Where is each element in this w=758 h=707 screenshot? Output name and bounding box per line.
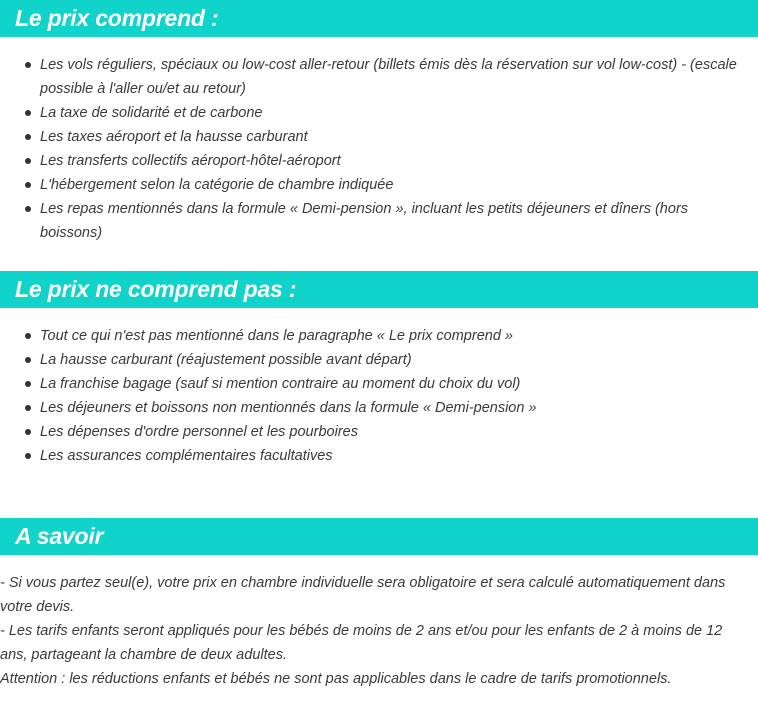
included-section-title: Le prix comprend : (0, 0, 758, 37)
included-item-hebergement (0, 173, 758, 197)
info-block (0, 571, 758, 691)
included-item-transferts (0, 149, 758, 173)
included-item-vols (0, 53, 758, 101)
info-line-attention: Attention : les réductions enfants et bébés ne sont pas applicables dans le cadre de tarifs promotionnels. (0, 671, 672, 687)
excluded-item-label: La franchise bagage (sauf si mention contraire au moment du choix du vol) (40, 376, 521, 392)
excluded-item-label: Les assurances complémentaires facultatives (40, 448, 333, 464)
bullet-icon (25, 429, 31, 435)
excluded-section-title: Le prix ne comprend pas : (0, 271, 758, 308)
bullet-icon (25, 62, 31, 68)
bullet-icon (25, 381, 31, 387)
included-item-repas (0, 197, 758, 245)
bullet-icon (25, 206, 31, 212)
excluded-item-label: Les dépenses d'ordre personnel et les pourboires (40, 424, 358, 440)
info-line-seul: - Si vous partez seul(e), votre prix en chambre individuelle sera obligatoire et sera calculé automatiquement dans votre devis. (0, 575, 726, 615)
excluded-item-label: Les déjeuners et boissons non mentionnés dans la formule « Demi-pension » (40, 400, 537, 416)
included-item-label: Les vols réguliers, spéciaux ou low-cost aller-retour (billets émis dès la réservation sur vol low-cost) - (escale possible à l'aller ou/et au retour) (40, 57, 737, 97)
included-list (0, 53, 758, 245)
bullet-icon (25, 405, 31, 411)
info-line-tarifs-enfants: - Les tarifs enfants seront appliqués pour les bébés de moins de 2 ans et/ou pour les enfants de 2 à moins de 12 ans, partageant la chambre de deux adultes. (0, 623, 723, 663)
info-section-title: A savoir (0, 518, 758, 555)
bullet-icon (25, 357, 31, 363)
excluded-item-label: La hausse carburant (réajustement possible avant départ) (40, 352, 412, 368)
excluded-item-hausse-carburant (0, 348, 758, 372)
excluded-item-label: Tout ce qui n'est pas mentionné dans le paragraphe « Le prix comprend » (40, 328, 513, 344)
bullet-icon (25, 453, 31, 459)
included-item-label: L'hébergement selon la catégorie de chambre indiquée (40, 177, 394, 193)
bullet-icon (25, 158, 31, 164)
excluded-list (0, 324, 758, 468)
excluded-item-franchise-bagage (0, 372, 758, 396)
included-item-label: Les taxes aéroport et la hausse carburant (40, 129, 308, 145)
bullet-icon (25, 134, 31, 140)
included-item-label: Les repas mentionnés dans la formule « Demi-pension », incluant les petits déjeuners et dîners (hors boissons) (40, 201, 689, 241)
included-item-taxes-aeroport (0, 125, 758, 149)
bullet-icon (25, 110, 31, 116)
included-item-label: Les transferts collectifs aéroport-hôtel-aéroport (40, 153, 341, 169)
included-item-label: La taxe de solidarité et de carbone (40, 105, 263, 121)
bullet-icon (25, 333, 31, 339)
excluded-item-depenses (0, 420, 758, 444)
excluded-item-dejeuners (0, 396, 758, 420)
bullet-icon (25, 182, 31, 188)
excluded-item-non-mentionne (0, 324, 758, 348)
included-item-taxe-solidarite (0, 101, 758, 125)
excluded-item-assurances (0, 444, 758, 468)
